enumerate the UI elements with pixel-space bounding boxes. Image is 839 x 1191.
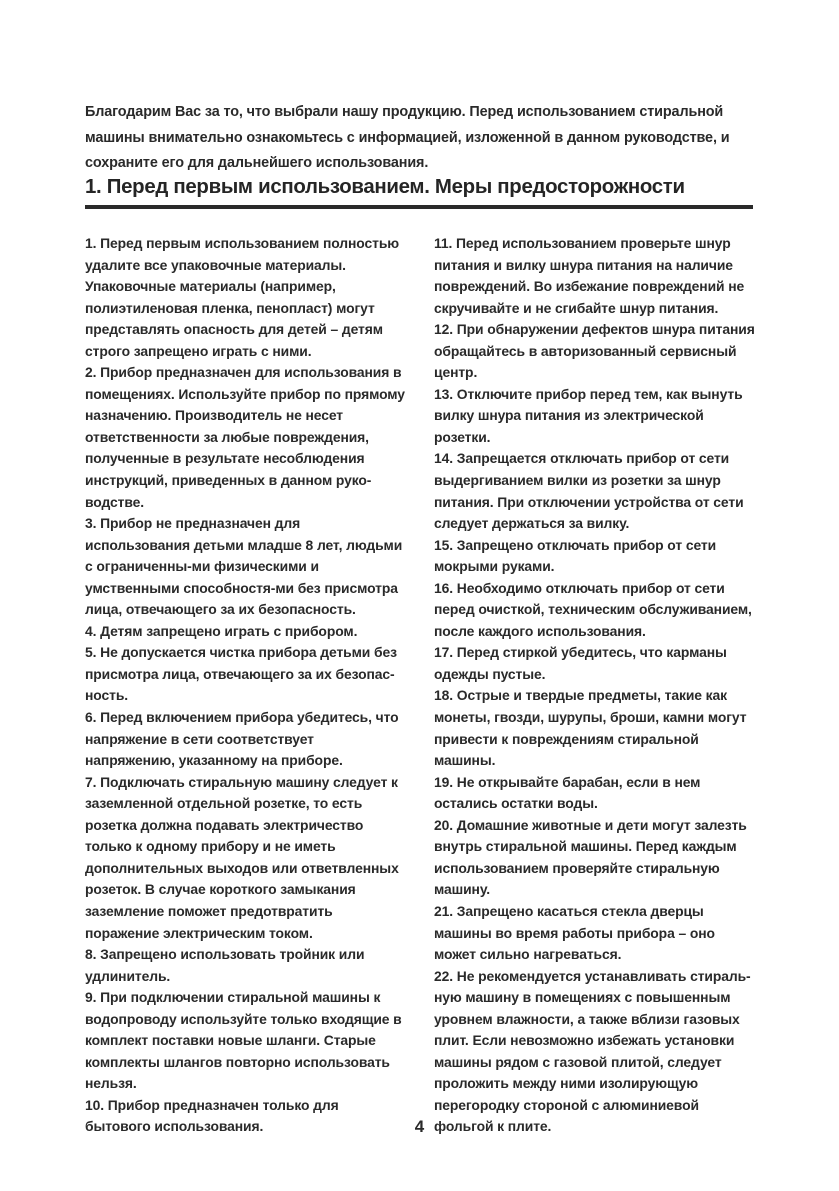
section-title: 1. Перед первым использованием. Меры предосторожности (85, 176, 685, 198)
safety-clause: 21. Запрещено касаться стекла дверцы машины во время работы прибора – оно может сильно нагреваться. (434, 902, 715, 963)
section-divider (85, 205, 753, 209)
safety-clause: 1. Перед первым использованием полностью удалите все упаковочные материалы. Упаковочные материалы (например, полиэтиленовая пленка, пенопласт) могут представлять опасность для детей – детям строго запрещено играть с ними. (85, 235, 400, 359)
safety-clause: 15. Запрещено отключать прибор от сети мокрыми руками. (434, 536, 717, 575)
safety-clause: 6. Перед включением прибора убедитесь, что напряжение в сети соответствует напряжению, указанному на приборе. (85, 709, 399, 769)
safety-clause: 5. Не допускается чистка прибора детьми без присмотра лица, отвечающего за их безопас-ность. (85, 644, 397, 704)
safety-clause: 8. Запрещено использовать тройник или удлинитель. (85, 946, 365, 984)
safety-clause: 3. Прибор не предназначен для использования детьми младше 8 лет, людьми с ограниченны-ми физическими и умственными способностя-ми без присмотра лица, отвечающего за их безопасность. (85, 515, 403, 618)
safety-clause: 7. Подключать стиральную машину следует к заземленной отдельной розетке, то есть розетка должна подавать электричество только к одному прибору и не иметь дополнительных выходов или ответвленных розеток. В случае короткого замыкания заземление поможет предотвратить поражение электрическим током. (85, 773, 399, 941)
safety-clause: 17. Перед стиркой убедитесь, что карманы одежды пустые. (434, 644, 727, 682)
intro-paragraph: Благодарим Вас за то, что выбрали нашу продукцию. Перед использованием стиральной машины внимательно ознакомьтесь с информацией, изложенной в данном руководстве, и сохраните его для дальнейшего использования. (85, 104, 730, 171)
safety-clause: 16. Необходимо отключать прибор от сети перед очисткой, техническим обслуживанием, после каждого использования. (434, 579, 752, 639)
safety-clause: 2. Прибор предназначен для использования в помещениях. Используйте прибор по прямому назначению. Производитель не несет ответственности за любые повреждения, полученные в результате несоблюдения инструкций, приведенных в данном руко-водстве. (85, 364, 405, 510)
safety-clause: 12. При обнаружении дефектов шнура питания обращайтесь в авторизованный сервисный центр. (434, 321, 755, 381)
safety-clause: 11. Перед использованием проверьте шнур питания и вилку шнура питания на наличие повреждений. Во избежание повреждений не скручивайте и не сгибайте шнур питания. (434, 235, 745, 316)
safety-clause: 19. Не открывайте барабан, если в нем остались остатки воды. (434, 773, 701, 812)
safety-clause: 20. Домашние животные и дети могут залезть внутрь стиральной машины. Перед каждым использованием проверяйте стиральную машину. (434, 816, 747, 898)
safety-clause: 22. Не рекомендуется устанавливать стираль-ную машину в помещениях с повышенным уровнем влажности, а также вблизи газовых плит. Если невозможно избежать установки машины рядом с газовой плитой, следует проложить между ними изолирующую перегородку стороной с алюминиевой фольгой к плите. (434, 967, 751, 1135)
safety-clause: 14. Запрещается отключать прибор от сети выдергиванием вилки из розетки за шнур питания. При отключении устройства от сети следует держаться за вилку. (434, 450, 744, 532)
safety-clause: 4. Детям запрещено играть с прибором. (85, 622, 358, 639)
column-left (85, 233, 406, 1138)
safety-clause: 18. Острые и твердые предметы, такие как монеты, гвозди, шурупы, броши, камни могут привести к повреждениям стиральной машины. (434, 687, 747, 769)
safety-clause: 9. При подключении стиральной машины к водопроводу используйте только входящие в комплект поставки новые шланги. Старые комплекты шлангов повторно использовать нельзя. (85, 989, 402, 1092)
safety-clause: 13. Отключите прибор перед тем, как вынуть вилку шнура питания из электрической розетки. (434, 385, 743, 445)
safety-clause: 10. Прибор предназначен только для бытового использования. (85, 1096, 339, 1135)
column-right (434, 233, 755, 1138)
page-number: 4 (414, 1117, 425, 1136)
body-columns (85, 233, 755, 1138)
section-heading (85, 174, 755, 209)
